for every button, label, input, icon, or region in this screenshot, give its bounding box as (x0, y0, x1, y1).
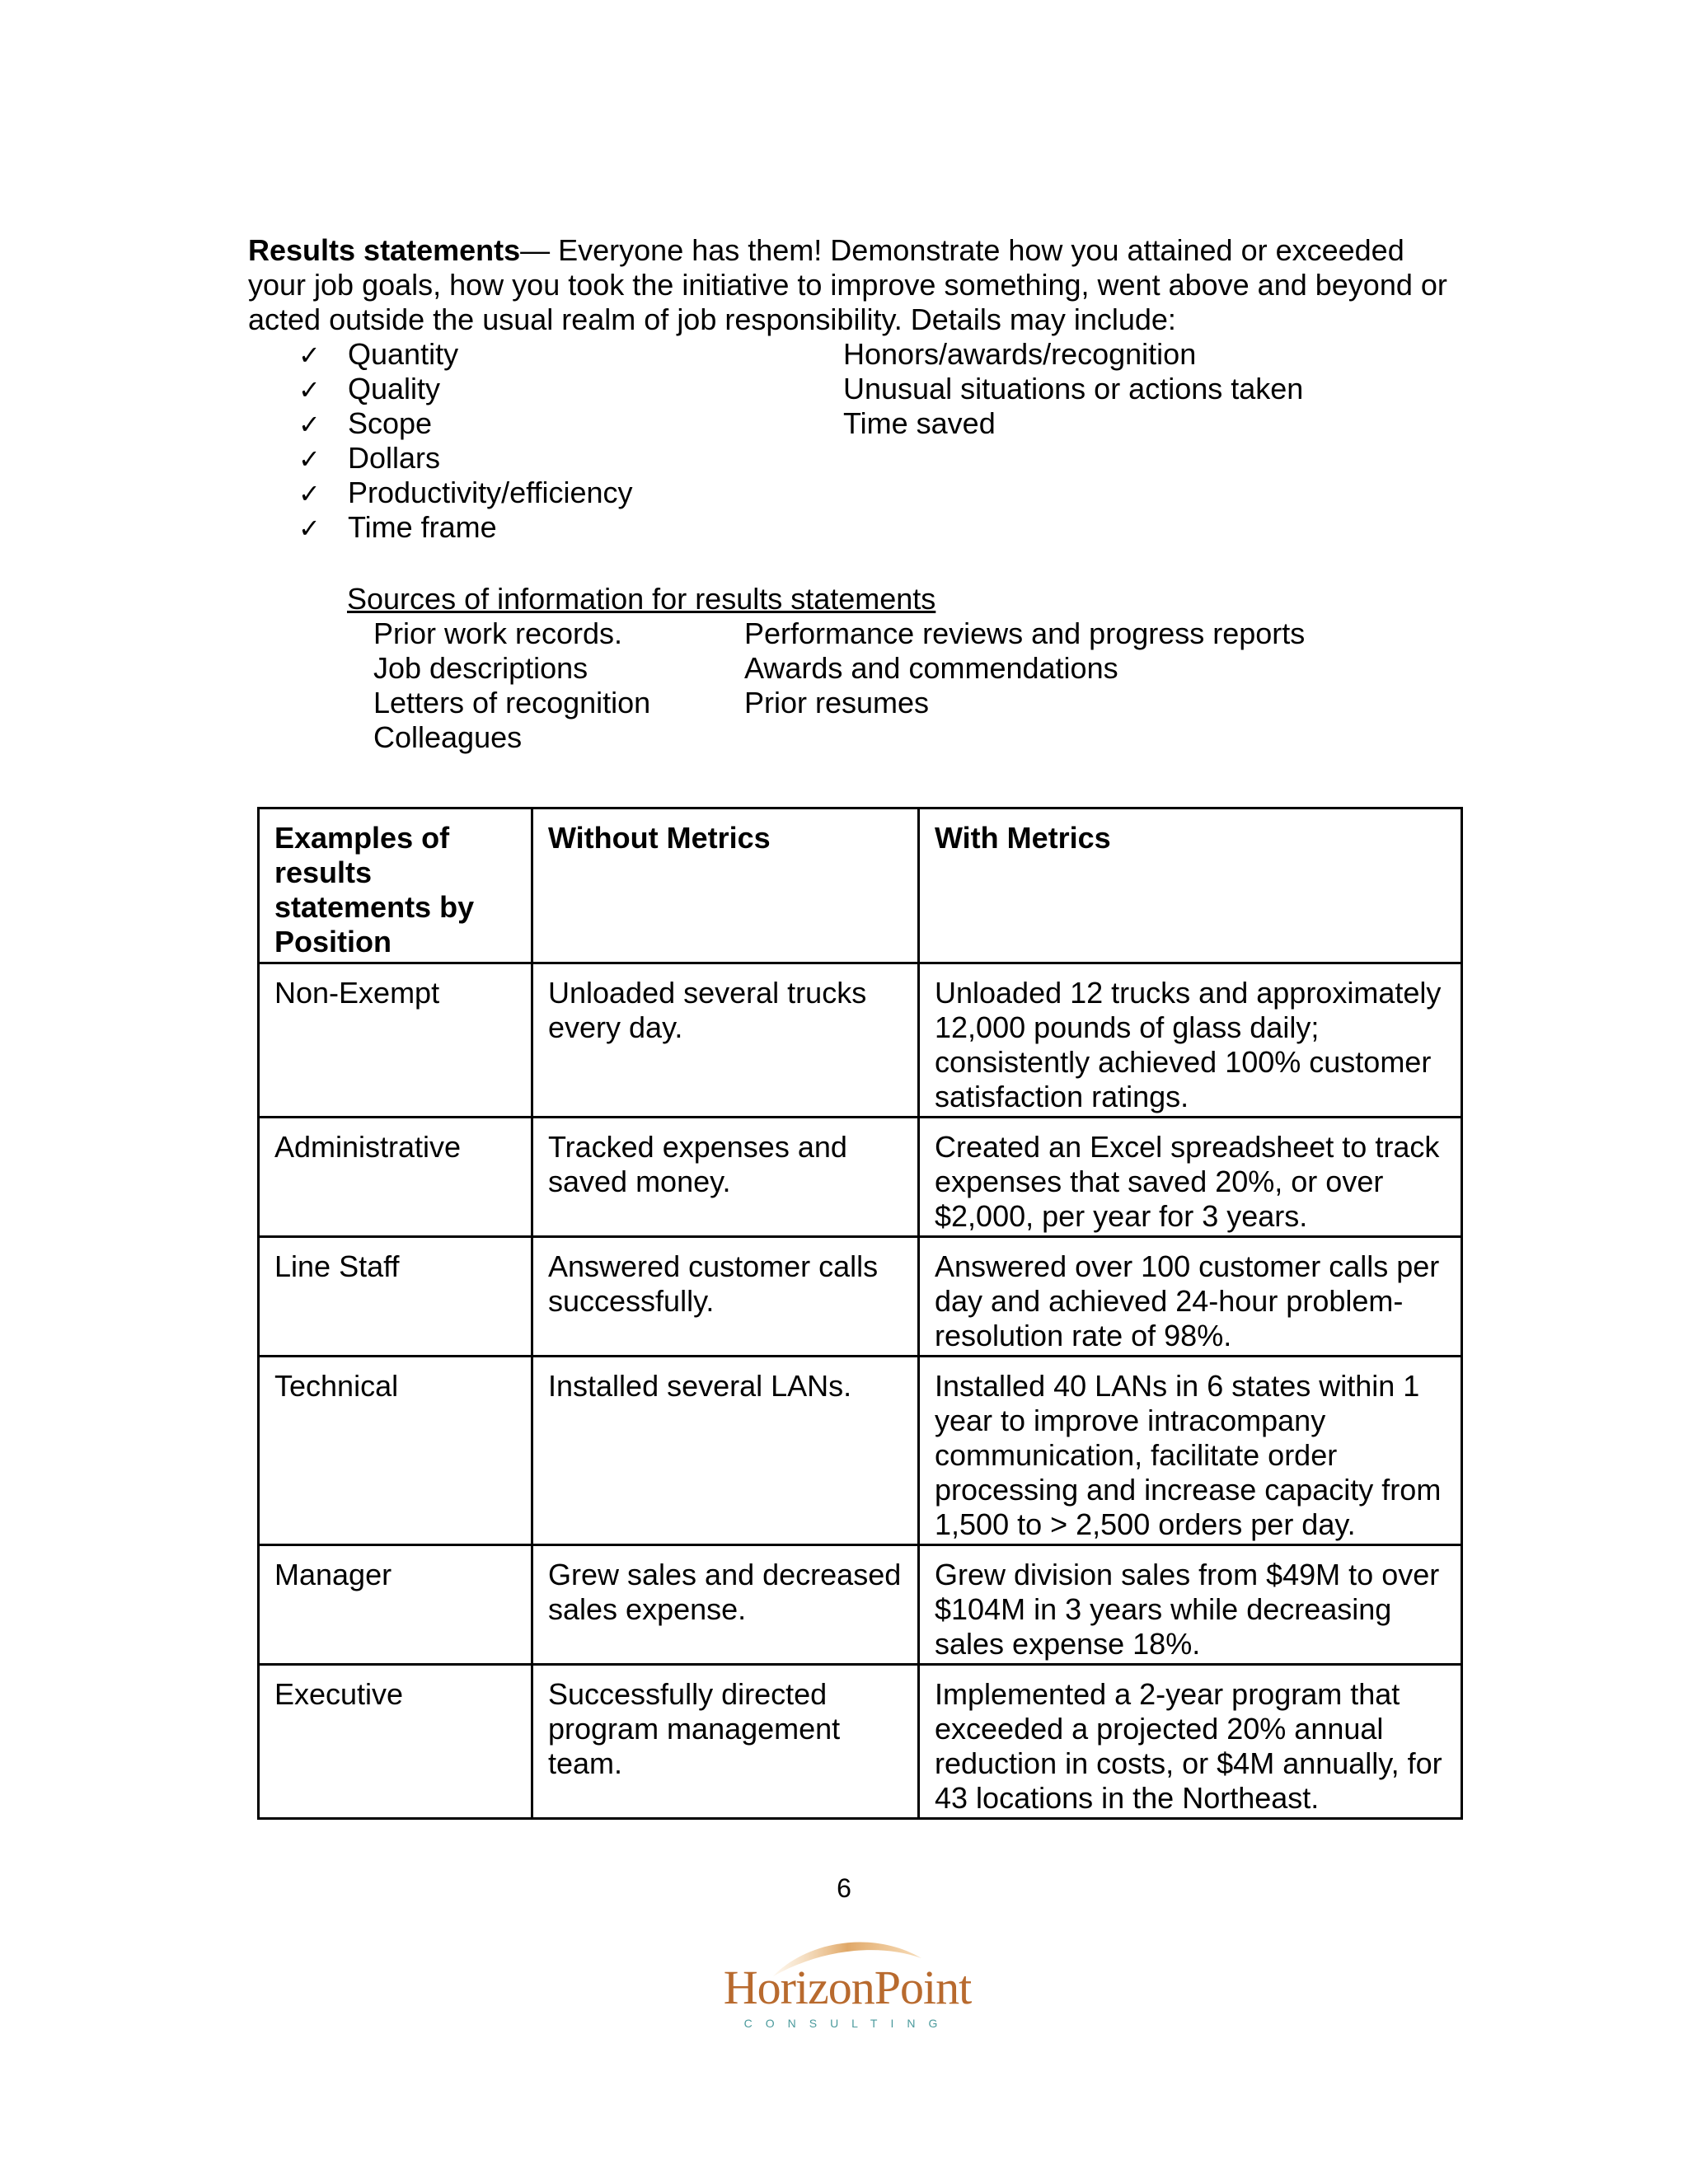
source-item: Letters of recognition (373, 686, 651, 719)
check-icon: ✓ (298, 340, 321, 371)
checklist-item-label: Quantity (348, 337, 459, 371)
cell-position: Manager (259, 1545, 532, 1665)
checklist-item (298, 406, 632, 441)
cell-without-metrics: Answered customer calls successfully. (532, 1237, 919, 1357)
checklist-item (298, 441, 632, 476)
detail-item: Honors/awards/recognition (843, 337, 1197, 371)
table-row (259, 1357, 1462, 1545)
header-with-metrics: With Metrics (919, 808, 1462, 963)
cell-with-metrics: Answered over 100 customer calls per day and achieved 24-hour problem-resolution rate of 98%. (919, 1237, 1462, 1357)
details-checklist (298, 337, 632, 545)
cell-position: Non-Exempt (259, 963, 532, 1118)
logo-wordmark: HorizonPoint (723, 1961, 972, 2014)
check-icon: ✓ (298, 443, 321, 475)
source-item: Performance reviews and progress reports (744, 616, 1306, 650)
checklist-item-label: Quality (348, 372, 441, 405)
header-position: Examples of results statements by Position (259, 808, 532, 963)
check-icon: ✓ (298, 409, 321, 440)
results-examples-table (257, 807, 1463, 1820)
intro-body: — Everyone has them! Demonstrate how you attained or exceeded your job goals, how you took the initiative to improve something, went above and beyond or acted outside the usual realm of job responsibility. Details may include: (248, 233, 1447, 336)
cell-with-metrics: Created an Excel spreadsheet to track expenses that saved 20%, or over $2,000, per year for 3 years. (919, 1118, 1462, 1237)
source-item: Prior resumes (744, 686, 930, 719)
check-icon: ✓ (298, 374, 321, 405)
detail-item: Time saved (843, 406, 996, 440)
cell-with-metrics: Installed 40 LANs in 6 states within 1 year to improve intracompany communication, facilitate order processing and increase capacity from 1,500 to > 2,500 orders per day. (919, 1357, 1462, 1545)
table-row (259, 1545, 1462, 1665)
cell-without-metrics: Grew sales and decreased sales expense. (532, 1545, 919, 1665)
sources-section (347, 582, 1418, 757)
checklist-item (298, 510, 632, 545)
table-header-row (259, 808, 1462, 963)
detail-item: Unusual situations or actions taken (843, 372, 1304, 405)
table-row (259, 963, 1462, 1118)
cell-without-metrics: Unloaded several trucks every day. (532, 963, 919, 1118)
cell-without-metrics: Successfully directed program management team. (532, 1665, 919, 1819)
cell-position: Executive (259, 1665, 532, 1819)
cell-position: Administrative (259, 1118, 532, 1237)
table-row (259, 1665, 1462, 1819)
page-number: 6 (837, 1873, 851, 1903)
header-without-metrics: Without Metrics (532, 808, 919, 963)
table-row (259, 1237, 1462, 1357)
sources-list-b (744, 616, 1305, 720)
source-item: Prior work records. (373, 616, 623, 650)
cell-without-metrics: Tracked expenses and saved money. (532, 1118, 919, 1237)
checklist-item-label: Dollars (348, 441, 441, 475)
checklist-item (298, 476, 632, 510)
horizonpoint-logo (715, 1925, 979, 2032)
checklist-item-label: Time frame (348, 510, 497, 544)
cell-with-metrics: Grew division sales from $49M to over $104M in 3 years while decreasing sales expense 18%. (919, 1545, 1462, 1665)
sources-columns (347, 616, 1418, 757)
checklist-item (298, 337, 632, 372)
checklist-item-label: Scope (348, 406, 433, 440)
source-item: Job descriptions (373, 651, 588, 685)
cell-with-metrics: Implemented a 2-year program that exceeded a projected 20% annual reduction in costs, or $4M annually, for 43 locations in the Northeast. (919, 1665, 1462, 1819)
cell-position: Technical (259, 1357, 532, 1545)
sources-list-a (373, 616, 650, 755)
checklist-item (298, 372, 632, 406)
cell-without-metrics: Installed several LANs. (532, 1357, 919, 1545)
checklist-item-label: Productivity/efficiency (348, 476, 633, 509)
source-item: Colleagues (373, 720, 523, 754)
results-statements-intro (248, 233, 1468, 337)
cell-with-metrics: Unloaded 12 trucks and approximately 12,000 pounds of glass daily; consistently achieved 100% customer satisfaction ratings. (919, 963, 1462, 1118)
intro-heading: Results statements (248, 233, 521, 267)
check-icon: ✓ (298, 478, 321, 509)
details-right-list (843, 337, 1303, 441)
check-icon: ✓ (298, 513, 321, 544)
logo-subtitle: CONSULTING (743, 2017, 951, 2030)
source-item: Awards and commendations (744, 651, 1118, 685)
sources-heading: Sources of information for results statements (347, 582, 936, 616)
cell-position: Line Staff (259, 1237, 532, 1357)
table-row (259, 1118, 1462, 1237)
